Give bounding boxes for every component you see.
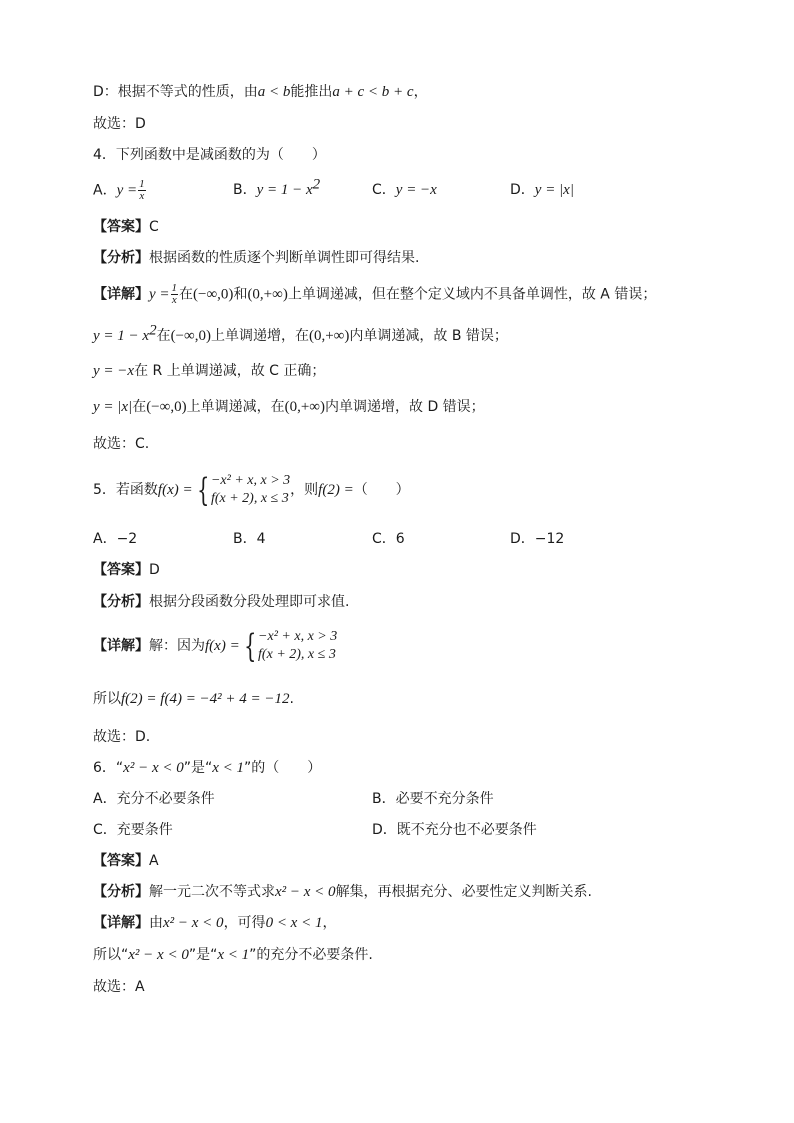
q5-option-a: A．−2 bbox=[93, 531, 138, 547]
q5-detail: 【详解】解：因为f(x) = { −x² + x, x > 3 f(x + 2), x ≤ 3 bbox=[93, 627, 338, 665]
q6-option-a: A．充分不必要条件 bbox=[93, 791, 215, 807]
q4-detail-line-2: $y = 1 - x^2$在(−∞,0)上单调递增，在(0,+∞)内单调递减，故 B 错误； bbox=[93, 322, 508, 344]
q6-conclusion: 所以“x² − x < 0”是“x < 1”的充分不必要条件. bbox=[93, 947, 373, 963]
q4-option-b: B．$y = 1 - x^2$ bbox=[233, 176, 321, 198]
q4-option-a: A．y = $\frac{1}{x}$ bbox=[93, 178, 145, 202]
q3-choice: 故选：D bbox=[93, 116, 146, 132]
fraction: $\frac{1}{x}$ bbox=[139, 178, 145, 202]
q3-option-d-explanation: D：根据不等式的性质，由a < b能推出a + c < b + c， bbox=[93, 84, 428, 100]
q5-answer: 【答案】D bbox=[93, 562, 160, 578]
q4-option-d: D．y = |x| bbox=[510, 182, 574, 198]
q4-detail-line-1: 【详解】y = $\frac{1}{x}$ 在(−∞,0)和(0,+∞)上单调递减，但在整个定义域内不具备单调性，故 A 错误； bbox=[93, 282, 657, 306]
q5-analysis: 【分析】根据分段函数分段处理即可求值. bbox=[93, 594, 350, 610]
q5-option-c: C．6 bbox=[372, 531, 405, 547]
q6-detail: 【详解】由x² − x < 0，可得0 < x < 1， bbox=[93, 915, 337, 931]
q5-calculation: 所以f(2) = f(4) = −4² + 4 = −12. bbox=[93, 691, 294, 707]
q5-option-d: D．−12 bbox=[510, 531, 565, 547]
q5-title: 5．若函数f(x) = { −x² + x, x > 3 f(x + 2), x ≤ 3 ，则f(2) =（ ） bbox=[93, 471, 410, 509]
q4-detail-line-3: y = −x在 R 上单调递减，故 C 正确； bbox=[93, 363, 326, 379]
q6-answer: 【答案】A bbox=[93, 853, 159, 869]
piecewise-brace: { −x² + x, x > 3 f(x + 2), x ≤ 3 bbox=[243, 627, 338, 665]
q6-option-d: D．既不充分也不必要条件 bbox=[372, 822, 537, 838]
q4-analysis: 【分析】根据函数的性质逐个判断单调性即可得结果. bbox=[93, 250, 420, 266]
q6-option-c: C．充要条件 bbox=[93, 822, 173, 838]
q4-choice: 故选：C. bbox=[93, 436, 150, 452]
q6-choice: 故选：A bbox=[93, 979, 145, 995]
q4-detail-line-4: y = |x|在(−∞,0)上单调递减，在(0,+∞)内单调递增，故 D 错误； bbox=[93, 399, 485, 415]
q4-answer: 【答案】C bbox=[93, 219, 159, 235]
q5-option-b: B．4 bbox=[233, 531, 266, 547]
q6-analysis: 【分析】解一元二次不等式求x² − x < 0解集，再根据充分、必要性定义判断关系. bbox=[93, 884, 593, 900]
q6-option-b: B．必要不充分条件 bbox=[372, 791, 494, 807]
piecewise-brace: { −x² + x, x > 3 f(x + 2), x ≤ 3 bbox=[196, 471, 291, 509]
q6-title: 6．“x² − x < 0”是“x < 1”的（ ） bbox=[93, 760, 322, 776]
q4-option-c: C．y = −x bbox=[372, 182, 437, 198]
q4-title: 4．下列函数中是减函数的为（ ） bbox=[93, 147, 326, 163]
fraction: $\frac{1}{x}$ bbox=[171, 282, 178, 306]
q5-choice: 故选：D. bbox=[93, 729, 151, 745]
